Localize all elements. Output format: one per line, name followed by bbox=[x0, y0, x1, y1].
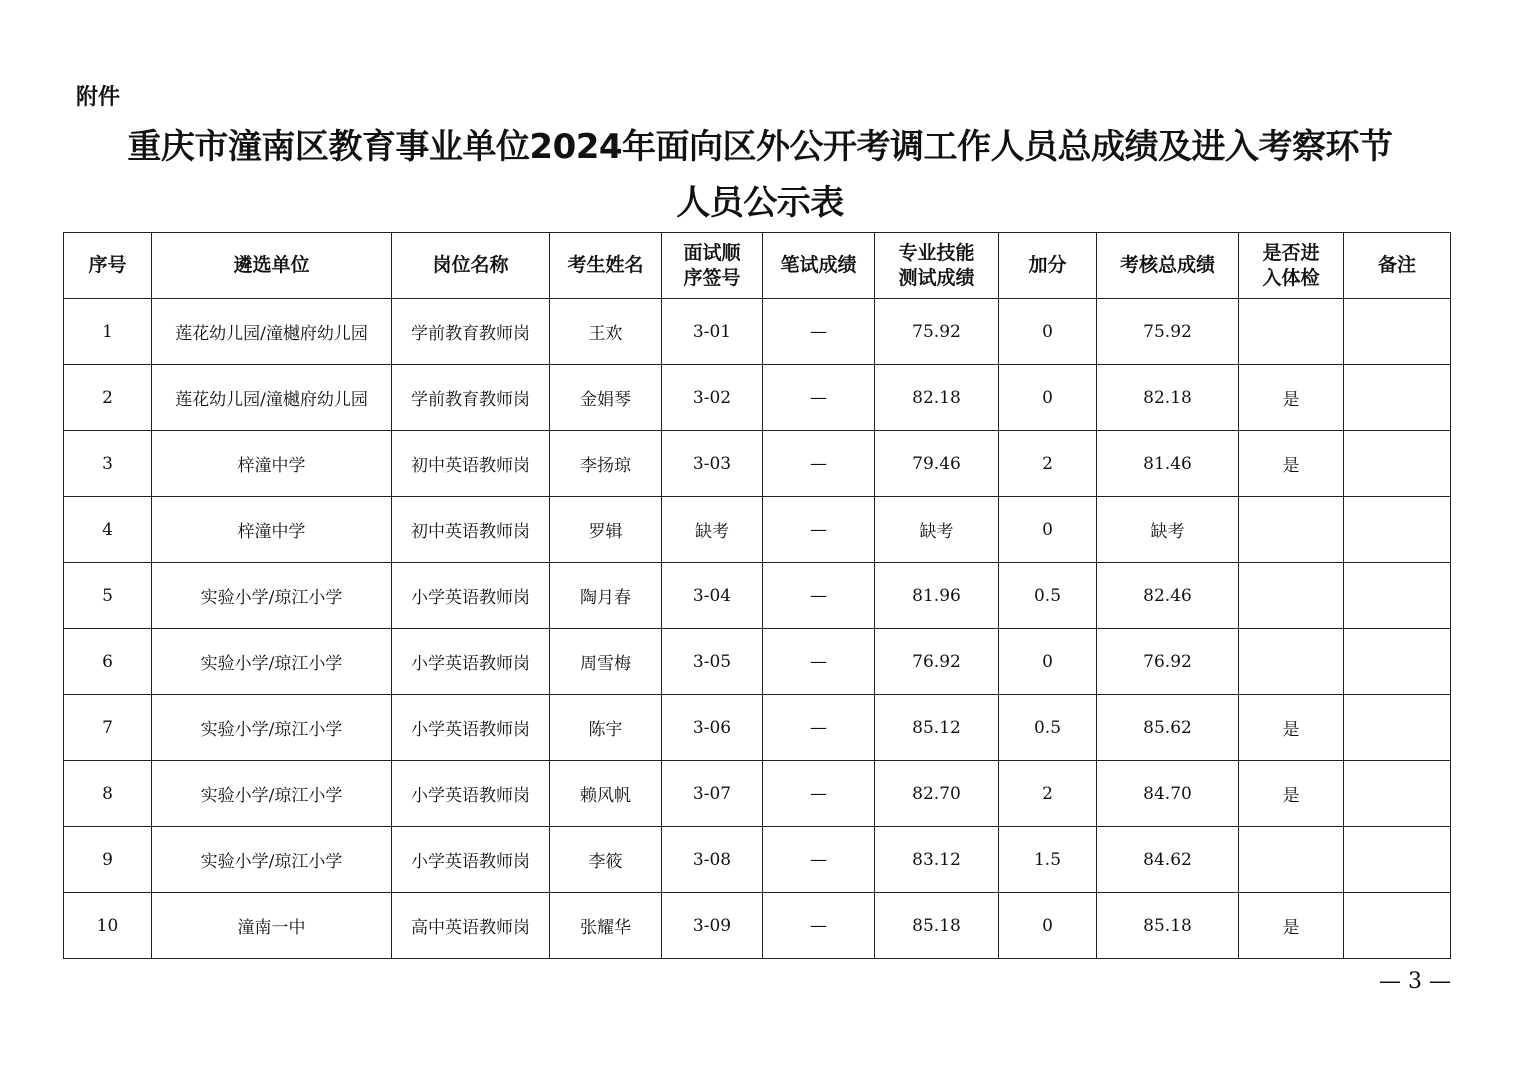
cell-position: 初中英语教师岗 bbox=[392, 497, 550, 563]
cell-bonus: 2 bbox=[999, 431, 1097, 497]
cell-index: 5 bbox=[64, 563, 152, 629]
header-bonus-line: 加分 bbox=[1028, 254, 1067, 276]
cell-bonus: 0.5 bbox=[999, 563, 1097, 629]
cell-skill-score: 缺考 bbox=[875, 497, 999, 563]
table-row bbox=[64, 695, 1451, 761]
attachment-label: 附件 bbox=[76, 85, 121, 110]
cell-written-score: — bbox=[763, 563, 875, 629]
cell-interview-order: 3-02 bbox=[662, 365, 763, 431]
document-title-line-1: 重庆市潼南区教育事业单位2024年面向区外公开考调工作人员总成绩及进入考察环节 bbox=[127, 127, 1393, 167]
cell-name: 金娟琴 bbox=[550, 365, 662, 431]
header-index-line: 序号 bbox=[88, 254, 127, 276]
cell-interview-order: 缺考 bbox=[662, 497, 763, 563]
cell-index: 9 bbox=[64, 827, 152, 893]
header-bonus bbox=[999, 233, 1097, 299]
header-skill-score-line: 测试成绩 bbox=[898, 266, 975, 289]
cell-written-score: — bbox=[763, 827, 875, 893]
header-position bbox=[392, 233, 550, 299]
cell-total-score: 82.18 bbox=[1097, 365, 1239, 431]
cell-position: 小学英语教师岗 bbox=[392, 761, 550, 827]
page-number: — 3 — bbox=[1379, 969, 1451, 994]
cell-skill-score: 75.92 bbox=[875, 299, 999, 365]
cell-remarks bbox=[1344, 827, 1451, 893]
table-row bbox=[64, 629, 1451, 695]
cell-remarks bbox=[1344, 629, 1451, 695]
table-row bbox=[64, 497, 1451, 563]
cell-physical-exam: 是 bbox=[1239, 893, 1344, 959]
cell-physical-exam bbox=[1239, 299, 1344, 365]
cell-total-score: 81.46 bbox=[1097, 431, 1239, 497]
header-physical-exam-line: 是否进 bbox=[1262, 241, 1320, 264]
cell-total-score: 85.18 bbox=[1097, 893, 1239, 959]
table-row bbox=[64, 893, 1451, 959]
cell-skill-score: 85.12 bbox=[875, 695, 999, 761]
cell-skill-score: 83.12 bbox=[875, 827, 999, 893]
cell-remarks bbox=[1344, 695, 1451, 761]
cell-unit: 实验小学/琼江小学 bbox=[152, 827, 392, 893]
cell-total-score: 76.92 bbox=[1097, 629, 1239, 695]
cell-written-score: — bbox=[763, 695, 875, 761]
header-interview-order bbox=[662, 233, 763, 299]
cell-written-score: — bbox=[763, 431, 875, 497]
cell-interview-order: 3-09 bbox=[662, 893, 763, 959]
header-unit-line: 遴选单位 bbox=[233, 254, 310, 276]
header-total-score-line: 考核总成绩 bbox=[1119, 254, 1215, 276]
score-table bbox=[63, 232, 1451, 959]
cell-remarks bbox=[1344, 761, 1451, 827]
cell-physical-exam bbox=[1239, 827, 1344, 893]
cell-bonus: 0 bbox=[999, 497, 1097, 563]
cell-position: 高中英语教师岗 bbox=[392, 893, 550, 959]
cell-name: 陈宇 bbox=[550, 695, 662, 761]
cell-name: 赖风帆 bbox=[550, 761, 662, 827]
cell-interview-order: 3-08 bbox=[662, 827, 763, 893]
cell-bonus: 0 bbox=[999, 893, 1097, 959]
cell-index: 2 bbox=[64, 365, 152, 431]
cell-written-score: — bbox=[763, 629, 875, 695]
cell-total-score: 84.62 bbox=[1097, 827, 1239, 893]
table-row bbox=[64, 761, 1451, 827]
cell-interview-order: 3-06 bbox=[662, 695, 763, 761]
cell-total-score: 82.46 bbox=[1097, 563, 1239, 629]
cell-bonus: 0 bbox=[999, 629, 1097, 695]
cell-name: 李筱 bbox=[550, 827, 662, 893]
cell-physical-exam bbox=[1239, 629, 1344, 695]
cell-written-score: — bbox=[763, 761, 875, 827]
header-position-line: 岗位名称 bbox=[432, 254, 509, 276]
header-name bbox=[550, 233, 662, 299]
cell-index: 1 bbox=[64, 299, 152, 365]
table-row bbox=[64, 827, 1451, 893]
cell-physical-exam: 是 bbox=[1239, 431, 1344, 497]
cell-name: 张耀华 bbox=[550, 893, 662, 959]
cell-interview-order: 3-01 bbox=[662, 299, 763, 365]
cell-skill-score: 81.96 bbox=[875, 563, 999, 629]
cell-interview-order: 3-05 bbox=[662, 629, 763, 695]
cell-interview-order: 3-03 bbox=[662, 431, 763, 497]
cell-name: 王欢 bbox=[550, 299, 662, 365]
cell-unit: 莲花幼儿园/潼樾府幼儿园 bbox=[152, 365, 392, 431]
cell-bonus: 0.5 bbox=[999, 695, 1097, 761]
cell-remarks bbox=[1344, 893, 1451, 959]
cell-remarks bbox=[1344, 365, 1451, 431]
header-physical-exam bbox=[1239, 233, 1344, 299]
header-remarks bbox=[1344, 233, 1451, 299]
cell-bonus: 1.5 bbox=[999, 827, 1097, 893]
cell-written-score: — bbox=[763, 497, 875, 563]
cell-name: 李扬琼 bbox=[550, 431, 662, 497]
cell-unit: 潼南一中 bbox=[152, 893, 392, 959]
cell-index: 8 bbox=[64, 761, 152, 827]
header-physical-exam-line: 入体检 bbox=[1262, 266, 1320, 289]
cell-index: 3 bbox=[64, 431, 152, 497]
cell-total-score: 缺考 bbox=[1097, 497, 1239, 563]
cell-index: 4 bbox=[64, 497, 152, 563]
cell-unit: 实验小学/琼江小学 bbox=[152, 563, 392, 629]
cell-position: 小学英语教师岗 bbox=[392, 563, 550, 629]
table-row bbox=[64, 365, 1451, 431]
table-row bbox=[64, 299, 1451, 365]
cell-written-score: — bbox=[763, 365, 875, 431]
cell-name: 罗辑 bbox=[550, 497, 662, 563]
header-skill-score-line: 专业技能 bbox=[898, 241, 975, 264]
cell-physical-exam: 是 bbox=[1239, 695, 1344, 761]
cell-unit: 莲花幼儿园/潼樾府幼儿园 bbox=[152, 299, 392, 365]
cell-physical-exam bbox=[1239, 563, 1344, 629]
cell-unit: 梓潼中学 bbox=[152, 431, 392, 497]
document-title-line-2: 人员公示表 bbox=[676, 183, 844, 223]
header-name-line: 考生姓名 bbox=[567, 254, 644, 276]
cell-position: 学前教育教师岗 bbox=[392, 299, 550, 365]
cell-bonus: 2 bbox=[999, 761, 1097, 827]
cell-unit: 实验小学/琼江小学 bbox=[152, 695, 392, 761]
header-interview-order-line: 面试顺 bbox=[683, 241, 741, 264]
cell-skill-score: 85.18 bbox=[875, 893, 999, 959]
cell-skill-score: 79.46 bbox=[875, 431, 999, 497]
header-index bbox=[64, 233, 152, 299]
cell-unit: 实验小学/琼江小学 bbox=[152, 761, 392, 827]
table-body bbox=[64, 299, 1451, 959]
cell-interview-order: 3-04 bbox=[662, 563, 763, 629]
cell-remarks bbox=[1344, 431, 1451, 497]
cell-position: 小学英语教师岗 bbox=[392, 629, 550, 695]
cell-unit: 实验小学/琼江小学 bbox=[152, 629, 392, 695]
cell-physical-exam: 是 bbox=[1239, 365, 1344, 431]
cell-bonus: 0 bbox=[999, 299, 1097, 365]
header-remarks-line: 备注 bbox=[1377, 254, 1416, 276]
cell-skill-score: 82.70 bbox=[875, 761, 999, 827]
cell-physical-exam bbox=[1239, 497, 1344, 563]
cell-name: 周雪梅 bbox=[550, 629, 662, 695]
cell-index: 7 bbox=[64, 695, 152, 761]
table-row bbox=[64, 431, 1451, 497]
cell-written-score: — bbox=[763, 893, 875, 959]
header-row bbox=[64, 233, 1451, 299]
table-header bbox=[64, 233, 1451, 299]
cell-position: 小学英语教师岗 bbox=[392, 827, 550, 893]
cell-bonus: 0 bbox=[999, 365, 1097, 431]
cell-remarks bbox=[1344, 563, 1451, 629]
cell-index: 6 bbox=[64, 629, 152, 695]
cell-position: 初中英语教师岗 bbox=[392, 431, 550, 497]
cell-remarks bbox=[1344, 299, 1451, 365]
cell-written-score: — bbox=[763, 299, 875, 365]
cell-total-score: 85.62 bbox=[1097, 695, 1239, 761]
cell-position: 学前教育教师岗 bbox=[392, 365, 550, 431]
cell-remarks bbox=[1344, 497, 1451, 563]
header-written-score-line: 笔试成绩 bbox=[780, 254, 857, 276]
cell-index: 10 bbox=[64, 893, 152, 959]
header-written-score bbox=[763, 233, 875, 299]
cell-physical-exam: 是 bbox=[1239, 761, 1344, 827]
table-row bbox=[64, 563, 1451, 629]
cell-name: 陶月春 bbox=[550, 563, 662, 629]
header-skill-score bbox=[875, 233, 999, 299]
cell-skill-score: 76.92 bbox=[875, 629, 999, 695]
header-total-score bbox=[1097, 233, 1239, 299]
cell-total-score: 84.70 bbox=[1097, 761, 1239, 827]
cell-unit: 梓潼中学 bbox=[152, 497, 392, 563]
cell-position: 小学英语教师岗 bbox=[392, 695, 550, 761]
cell-interview-order: 3-07 bbox=[662, 761, 763, 827]
header-interview-order-line: 序签号 bbox=[683, 266, 741, 289]
cell-skill-score: 82.18 bbox=[875, 365, 999, 431]
header-unit bbox=[152, 233, 392, 299]
cell-total-score: 75.92 bbox=[1097, 299, 1239, 365]
